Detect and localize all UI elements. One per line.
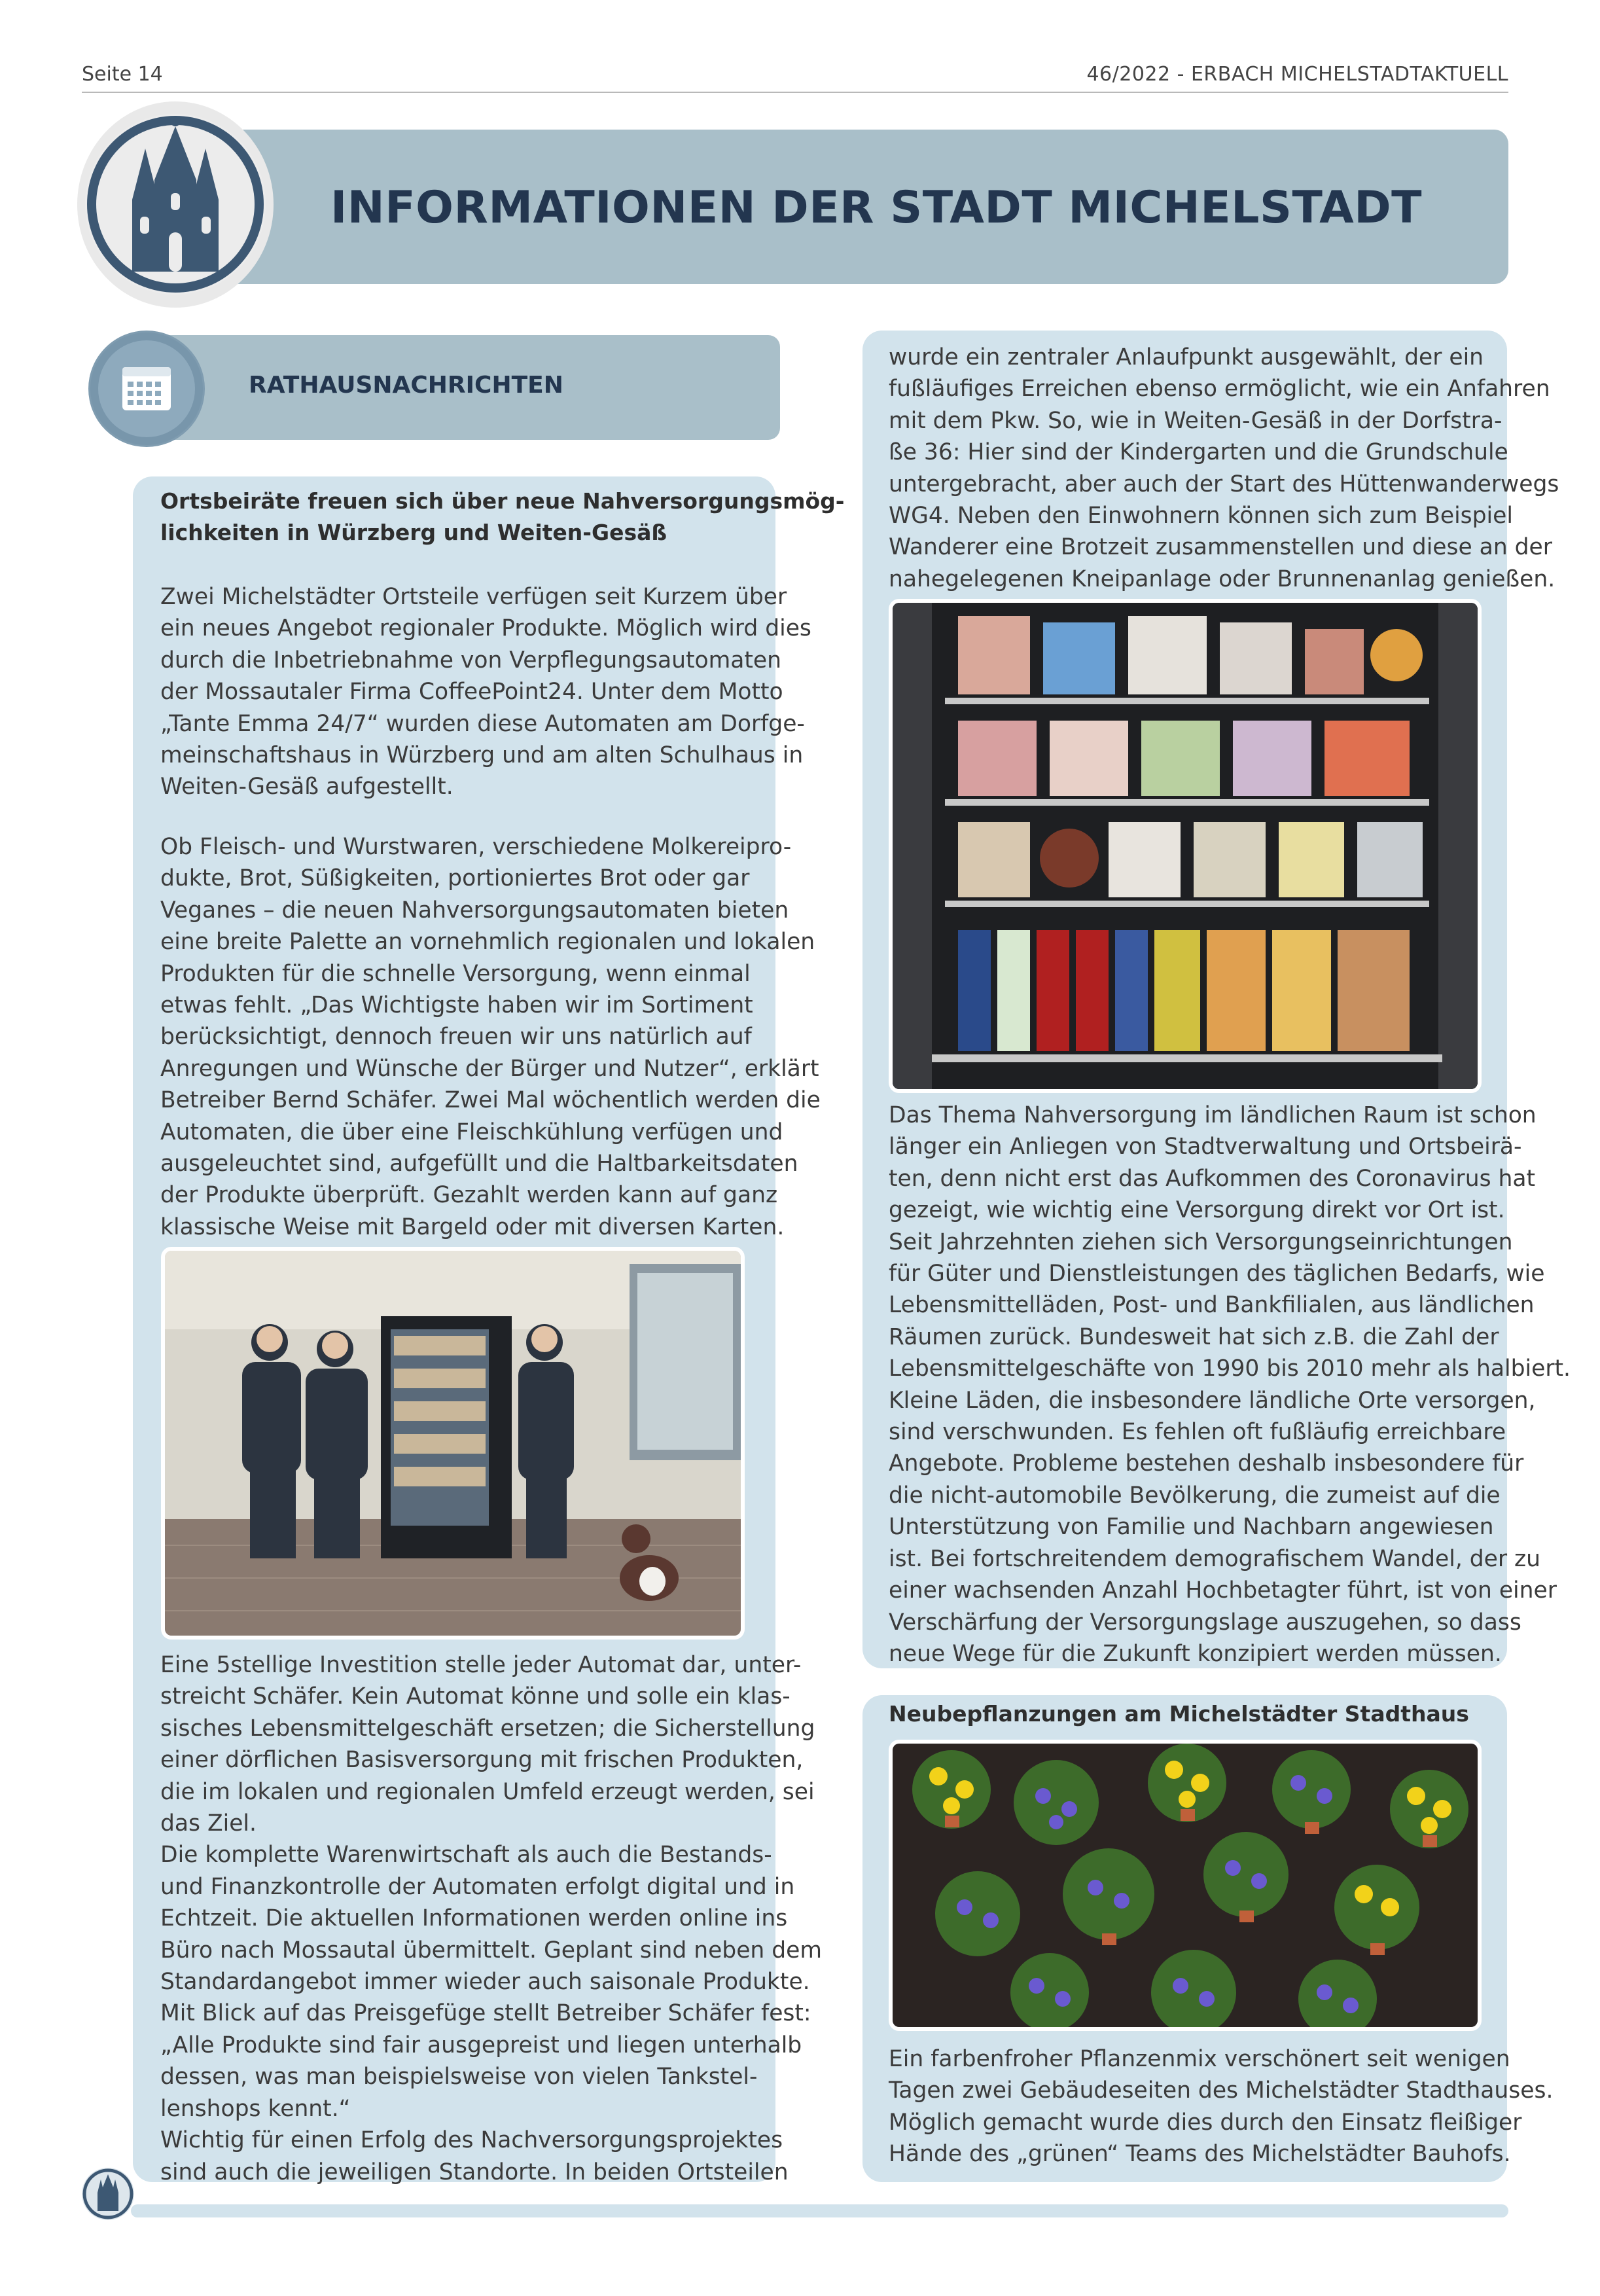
article-paragraph-investment: Eine 5stellige Investition stelle jeder Automat dar, unter- streicht Schäfer. Kein Automat könne und solle ein klas- sisches Lebensmittelgeschäft ersetzen; die Sicherstellung einer dörflichen Basisversorgung mit frischen Produkten, die im lokalen und regionalen Umfeld erzeugt werden, sei das Ziel. Die komplette Warenwirtschaft als auch die Bestands- und Finanzkontrolle der Automaten erfolgt digital und in Echtzeit. Die aktuellen Informationen werden online ins Büro nach Mossautal übermittelt. Geplant sind neben dem Standardangebot immer wieder auch saisonale Produkte. Mit Blick auf das Preisgefüge stellt Betreiber Schäfer fest: „Alle Produkte sind fair ausgepreist und liegen unterhalb dessen, was man beispielsweise von vielen Tankstel- lenshops kennt.“ Wichtig für einen Erfolg des Nachversorgungsprojektes sind auch die jeweiligen Standorte. In beiden Ortsteilen (160, 1652, 822, 2185)
page-title: INFORMATIONEN DER STADT MICHELSTADT (330, 182, 1423, 234)
calendar-icon (88, 331, 205, 447)
vending-machine-group-photo (161, 1247, 745, 1640)
flower-bed-photo (889, 1740, 1482, 2031)
main-banner (128, 130, 1508, 284)
article-paragraph-location: wurde ein zentraler Anlaufpunkt ausgewählt, der ein fußläufiges Erreichen ebenso ermöglicht, wie ein Anfahren mit dem Pkw. So, wie in Weiten-Gesäß in der Dorfstra- ße 36: Hier sind der Kindergarten und die Grundschule untergebracht, aber auch der Start des Hüttenwanderwegs WG4. Neben den Einwohnern können sich zum Beispiel Wanderer eine Brotzeit zusammenstellen und diese an der nahegelegenen Kneipanlage oder Brunnenanlag genießen. (889, 344, 1559, 592)
planting-heading: Neubepflanzungen am Michelstädter Stadthaus (889, 1701, 1469, 1727)
footer-bar (131, 2204, 1508, 2217)
page-number: Seite 14 (82, 63, 163, 86)
article-paragraph-intro: Zwei Michelstädter Ortsteile verfügen seit Kurzem über ein neues Angebot regionaler Produkte. Möglich wird dies durch die Inbetriebnahme von Verpflegungsautomaten der Mossautaler Firma CoffeePoint24. Unter dem Motto „Tante Emma 24/7“ wurden diese Automaten am Dorfge- meinschaftshaus in Würzberg und am alten Schulhaus in Weiten-Gesäß aufgestellt. (160, 584, 811, 800)
issue-label: 46/2022 - ERBACH MICHELSTADTAKTUELL (1086, 63, 1508, 86)
section-title: RATHAUSNACHRICHTEN (249, 372, 563, 399)
article-paragraph-products: Ob Fleisch- und Wurstwaren, verschiedene Molkereipro- dukte, Brot, Süßigkeiten, portioniertes Brot oder gar Veganes – die neuen Nahversorgungsautomaten bieten eine breite Palette an vornehmlich regionalen und lokalen Produkten für die schnelle Versorgung, wenn einmal etwas fehlt. „Das Wichtigste haben wir im Sortiment berücksichtigt, dennoch freuen wir uns natürlich auf Anregungen und Wünsche der Bürger und Nutzer“, erklärt Betreiber Bernd Schäfer. Zwei Mal wöchentlich werden die Automaten, die über eine Fleischkühlung verfügen und ausgeleuchtet sind, aufgefüllt und die Haltbarkeitsdaten der Produkte überprüft. Gezahlt werden kann auf ganz klassische Weise mit Bargeld oder mit diversen Karten. (160, 834, 821, 1240)
article-heading: Ortsbeiräte freuen sich über neue Nahversorgungsmög- lichkeiten in Würzberg und Weiten-Gesäß (160, 488, 845, 545)
planting-text: Ein farbenfroher Pflanzenmix verschönert seit wenigen Tagen zwei Gebäudeseiten des Michelstädter Stadthauses. Möglich gemacht wurde dies durch den Einsatz fleißiger Hände des „grünen“ Teams des Michelstädter Bauhofs. (889, 2046, 1554, 2168)
vending-machine-shelves-photo (889, 599, 1482, 1093)
city-crest-logo (77, 101, 274, 308)
section-banner (118, 335, 780, 440)
footer-crest-logo (82, 2168, 134, 2220)
header-divider (82, 92, 1508, 93)
article-paragraph-rural-supply: Das Thema Nahversorgung im ländlichen Raum ist schon länger ein Anliegen von Stadtverwaltung und Ortsbeirä- ten, denn nicht erst das Aufkommen des Coronavirus hat gezeigt, wie wichtig eine Versorgung direkt vor Ort ist. Seit Jahrzehnten ziehen sich Versorgungseinrichtungen für Güter und Dienstleistungen des täglichen Bedarfs, wie Lebensmittelläden, Post- und Bankfilialen, aus ländlichen Räumen zurück. Bundesweit hat sich z.B. die Zahl der Lebensmittelgeschäfte von 1990 bis 2010 mehr als halbiert. Kleine Läden, die insbesondere ländliche Orte versorgen, sind verschwunden. Es fehlen oft fußläufig erreichbare Angebote. Probleme bestehen deshalb insbesondere für die nicht-automobile Bevölkerung, die zumeist auf die Unterstützung von Familie und Nachbarn angewiesen ist. Bei fortschreitendem demografischem Wandel, der zu einer wachsenden Anzahl Hochbetagter führt, ist von einer Verschärfung der Versorgungslage auszugehen, so dass neue Wege für die Zukunft konzipiert werden müssen. (889, 1102, 1571, 1667)
